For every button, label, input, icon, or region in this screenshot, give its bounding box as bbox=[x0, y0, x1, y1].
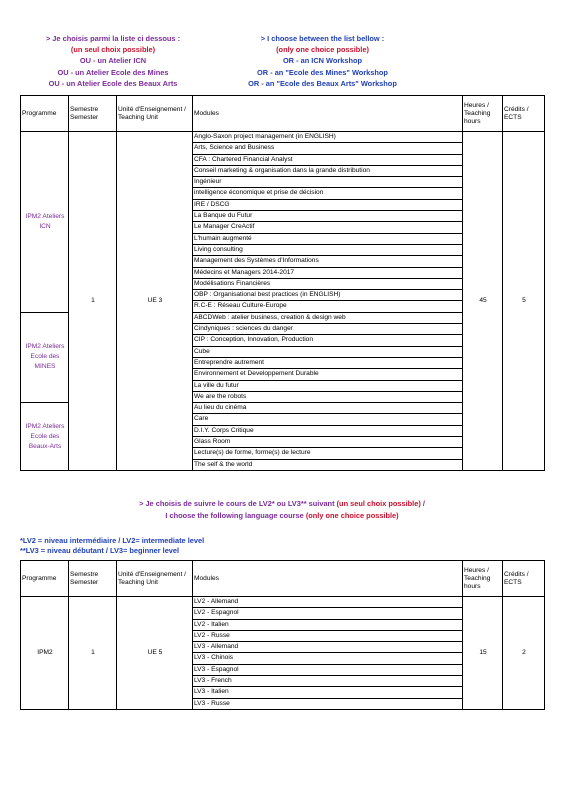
header-heures: Heures / Teaching hours bbox=[463, 561, 503, 597]
module-item: Management des Systèmes d'Informations bbox=[193, 256, 463, 267]
language-module-item: LV3 - Chinois bbox=[193, 653, 463, 664]
programme-icn: IPM2 Ateliers ICN bbox=[21, 132, 69, 313]
programme-value: IPM2 bbox=[21, 597, 69, 710]
module-item: intelligence économique et prise de décision bbox=[193, 188, 463, 199]
header-semestre: Semestre Semester bbox=[69, 96, 117, 132]
header-credits: Crédits / ECTS bbox=[503, 561, 545, 597]
language-module-item: LV2 - Russe bbox=[193, 630, 463, 641]
language-module-item: LV3 - Italien bbox=[193, 687, 463, 698]
programme-beaux-arts: IPM2 Ateliers Ecole des Beaux-Arts bbox=[21, 403, 69, 471]
instruction-en-line1: > I choose between the list bellow : bbox=[260, 34, 385, 43]
language-module-item: LV2 - Allemand bbox=[193, 597, 463, 608]
instruction-en-line2: (only one choice possible) bbox=[276, 45, 369, 55]
language-instruction-en-choice: (only one choice possible) bbox=[305, 510, 399, 520]
header-programme: Programme bbox=[21, 96, 69, 132]
credits-value: 2 bbox=[503, 597, 545, 710]
module-item: L'humain augmenté bbox=[193, 233, 463, 244]
table-row bbox=[21, 132, 545, 143]
language-levels bbox=[20, 536, 204, 556]
programme-mines: IPM2 Ateliers Ecole des MINES bbox=[21, 312, 69, 402]
module-item: Au lieu du cinéma bbox=[193, 403, 463, 414]
instruction-en-line3: OR - an ICN Workshop bbox=[282, 56, 363, 66]
module-item: Entreprendre autrement bbox=[193, 357, 463, 368]
instruction-fr-line4: OU - un Atelier Ecole des Mines bbox=[57, 67, 169, 77]
language-instruction-en: I choose the following language course bbox=[165, 510, 304, 520]
semestre-value: 1 bbox=[69, 597, 117, 710]
header-heures: Heures / Teaching hours bbox=[463, 96, 503, 132]
instructions-fr bbox=[18, 33, 208, 89]
language-module-item: LV3 - Allemand bbox=[193, 642, 463, 653]
instruction-fr-line3: OU - un Atelier ICN bbox=[79, 56, 147, 66]
module-item: Care bbox=[193, 414, 463, 425]
language-instruction-fr: > Je choisis de suivre le cours de LV2* ou LV3** suivant bbox=[139, 499, 335, 508]
heures-value: 15 bbox=[463, 597, 503, 710]
language-instruction-separator: / bbox=[422, 499, 425, 508]
unite-value: UE 5 bbox=[117, 597, 193, 710]
header-credits: Crédits / ECTS bbox=[503, 96, 545, 132]
header-programme: Programme bbox=[21, 561, 69, 597]
module-item: R.C-E : Réseau Culture-Europe bbox=[193, 301, 463, 312]
header-unite: Unité d'Enseignement / Teaching Unit bbox=[117, 96, 193, 132]
module-item: Arts, Science and Business bbox=[193, 143, 463, 154]
unite-value: UE 3 bbox=[117, 132, 193, 471]
table-header-row bbox=[21, 96, 545, 132]
module-item: Cube bbox=[193, 346, 463, 357]
module-item: Le Manager CreActif bbox=[193, 222, 463, 233]
module-item: Ingénieur bbox=[193, 177, 463, 188]
module-item: We are the robots bbox=[193, 391, 463, 402]
module-item: Living consulting bbox=[193, 244, 463, 255]
workshop-table bbox=[20, 95, 545, 471]
level-lv3: **LV3 = niveau débutant / LV3= beginner level bbox=[20, 546, 180, 555]
language-module-item: LV3 - Espagnol bbox=[193, 664, 463, 675]
module-item: Anglo-Saxon project management (in ENGLISH) bbox=[193, 132, 463, 143]
module-item: CIP : Conception, Innovation, Production bbox=[193, 335, 463, 346]
language-table bbox=[20, 560, 545, 710]
semestre-value: 1 bbox=[69, 132, 117, 471]
language-module-item: LV3 - French bbox=[193, 676, 463, 687]
module-item: The self & the world bbox=[193, 459, 463, 470]
module-item: Environnement et Developpement Durable bbox=[193, 369, 463, 380]
table-header-row bbox=[21, 561, 545, 597]
language-instruction-fr-choice: (un seul choix possible) bbox=[336, 499, 421, 508]
module-item: IRE / DSCG bbox=[193, 199, 463, 210]
heures-value: 45 bbox=[463, 132, 503, 471]
module-item: Modélisations Financières bbox=[193, 278, 463, 289]
module-item: La ville du futur bbox=[193, 380, 463, 391]
instruction-fr-line5: OU - un Atelier Ecole des Beaux Arts bbox=[48, 78, 178, 88]
header-modules: Modules bbox=[193, 96, 463, 132]
module-item: Glass Room bbox=[193, 437, 463, 448]
module-item: Lecture(s) de forme, forme(s) de lecture bbox=[193, 448, 463, 459]
table-row bbox=[21, 597, 545, 608]
instruction-en-line4: OR - an "Ecole des Mines" Workshop bbox=[257, 67, 388, 77]
header-semestre: Semestre Semester bbox=[69, 561, 117, 597]
language-instructions bbox=[20, 498, 544, 521]
instruction-fr-line2: (un seul choix possible) bbox=[70, 45, 156, 55]
language-module-item: LV2 - Italien bbox=[193, 619, 463, 630]
module-item: D.I.Y. Corps Critique bbox=[193, 425, 463, 436]
instruction-fr-line1: > Je choisis parmi la liste ci dessous : bbox=[45, 34, 181, 43]
instructions-en bbox=[215, 33, 430, 89]
module-item: Conseil marketing & organisation dans la grande distribution bbox=[193, 165, 463, 176]
header-unite: Unité d'Enseignement / Teaching Unit bbox=[117, 561, 193, 597]
module-item: CFA : Chartered Financial Analyst bbox=[193, 154, 463, 165]
level-lv2: *LV2 = niveau intermédiaire / LV2= intermediate level bbox=[20, 536, 205, 545]
instruction-en-line5: OR - an "Ecole des Beaux Arts" Workshop bbox=[248, 78, 397, 88]
language-module-item: LV3 - Russe bbox=[193, 698, 463, 709]
credits-value: 5 bbox=[503, 132, 545, 471]
module-item: OBP : Organisational best practices (in ENGLISH) bbox=[193, 290, 463, 301]
module-item: Cindyniques : sciences du danger bbox=[193, 324, 463, 335]
language-module-item: LV2 - Espagnol bbox=[193, 608, 463, 619]
module-item: La Banque du Futur bbox=[193, 211, 463, 222]
header-modules: Modules bbox=[193, 561, 463, 597]
module-item: Médecins et Managers 2014-2017 bbox=[193, 267, 463, 278]
module-item: ABCDWeb : atelier business, creation & design web bbox=[193, 312, 463, 323]
